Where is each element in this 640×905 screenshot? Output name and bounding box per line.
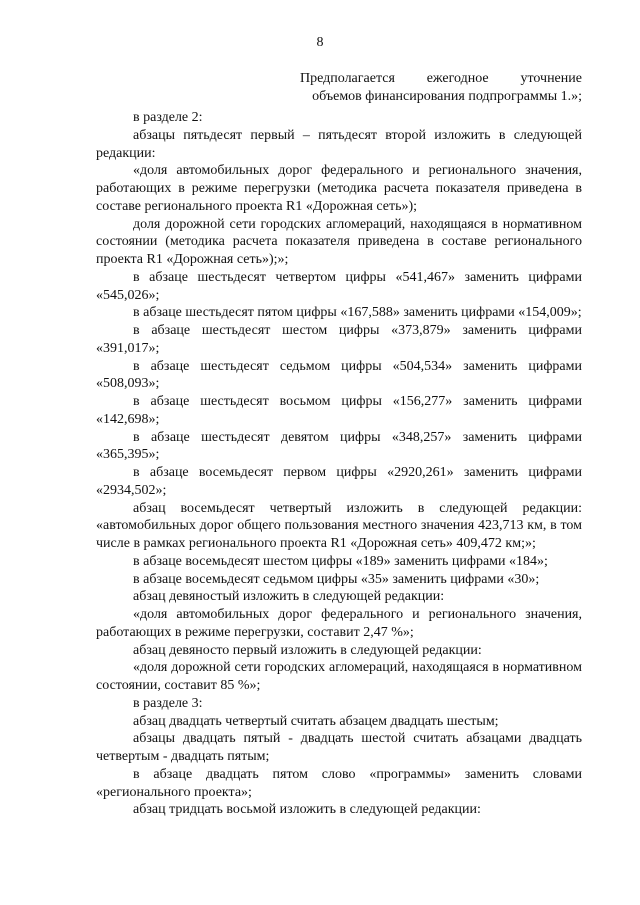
tail-word-2: ежегодное (426, 71, 489, 86)
paragraph: в абзаце шестьдесят седьмом цифры «504,534» заменить цифрами «508,093»; (96, 358, 582, 392)
page-number: 8 (316, 35, 324, 50)
paragraph: «доля автомобильных дорог федерального и регионального значения, работающих в режиме перегрузки, составит 2,47 %»; (96, 607, 582, 640)
paragraph: абзац двадцать четвертый считать абзацем двадцать шестым; (133, 713, 499, 729)
document-body (96, 109, 582, 819)
paragraph: доля дорожной сети городских агломераций, находящаяся в нормативном состоянии (методика расчета показателя приведена в составе регионального проекта R1 «Дорожная сеть»);»; (96, 216, 582, 267)
previous-text-tail (300, 70, 582, 106)
paragraph: в абзаце шестьдесят девятом цифры «348,257» заменить цифрами «365,395»; (96, 429, 582, 463)
paragraph: абзацы двадцать пятый - двадцать шестой считать абзацами двадцать четвертым - двадцать пятым; (96, 731, 582, 764)
paragraph: абзац тридцать восьмой изложить в следующей редакции: (133, 802, 481, 818)
tail-line-1 (300, 70, 582, 88)
paragraph: абзац девяностый изложить в следующей редакции: (133, 589, 445, 605)
paragraph: в абзаце шестьдесят пятом цифры «167,588» заменить цифрами «154,009»; (133, 305, 582, 321)
paragraph: в абзаце шестьдесят восьмом цифры «156,277» заменить цифрами «142,698»; (96, 394, 582, 427)
paragraph: абзац девяносто первый изложить в следующей редакции: (133, 642, 482, 658)
paragraph: в абзаце шестьдесят шестом цифры «373,879» заменить цифрами «391,017»; (96, 323, 582, 356)
paragraph: в разделе 2: (133, 110, 203, 125)
paragraph: в абзаце шестьдесят четвертом цифры «541,467» заменить цифрами «545,026»; (96, 269, 582, 303)
paragraph: в абзаце восемьдесят первом цифры «2920,261» заменить цифрами «2934,502»; (96, 465, 582, 498)
tail-word-3: уточнение (520, 71, 582, 86)
paragraph: «доля дорожной сети городских агломераций, находящаяся в нормативном состоянии, составит 85 %»; (96, 660, 582, 693)
paragraph: в разделе 3: (133, 695, 203, 711)
paragraph: в абзаце восемьдесят седьмом цифры «35» заменить цифрами «30»; (133, 571, 540, 587)
paragraph: в абзаце двадцать пятом слово «программы» заменить словами «регионального проекта»; (96, 766, 582, 800)
tail-word-1: Предполагается (300, 71, 395, 86)
paragraph: абзац восемьдесят четвертый изложить в следующей редакции: «автомобильных дорог общего пользования местного значения 423,713 км, в том числе в рамках регионального проекта R1 «Дорожная сеть» 409,472 км;»; (96, 500, 582, 551)
paragraph: в абзаце восемьдесят шестом цифры «189» заменить цифрами «184»; (133, 553, 548, 569)
paragraph: абзацы пятьдесят первый – пятьдесят второй изложить в следующей редакции: (96, 127, 582, 161)
paragraph: «доля автомобильных дорог федерального и регионального значения, работающих в режиме перегрузки (методика расчета показателя приведена в составе регионального проекта R1 «Дорожная сеть»); (96, 163, 582, 214)
tail-line-2: объемов финансирования подпрограммы 1.»; (312, 89, 582, 104)
